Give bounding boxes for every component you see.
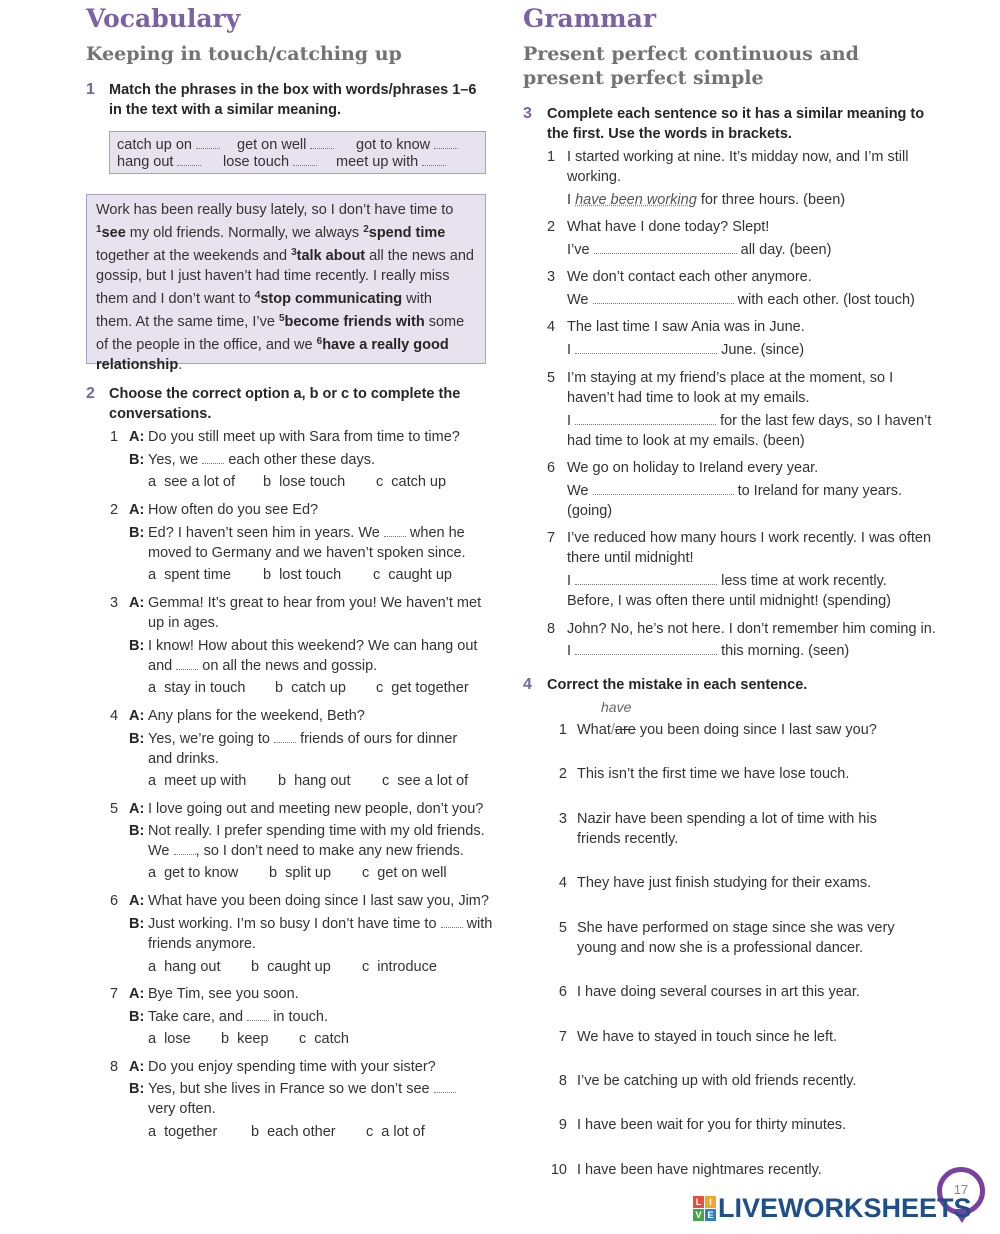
conversation-7-line-b: Take care, and in touch. [148, 1009, 329, 1025]
conversation-5-number: 5 [110, 801, 119, 817]
conversation-6-line-a: What have you been doing since I last saw you, Jim? [148, 893, 489, 909]
conversation-6-option-a[interactable]: a hang out [148, 959, 221, 975]
mistake-6-number: 6 [558, 984, 567, 1000]
sentence-1-prompt-cont: working. [567, 169, 621, 185]
mistake-5-number: 5 [558, 920, 567, 936]
sentence-1-prompt: I started working at nine. It’s midday now, and I’m still [567, 149, 909, 165]
phrase-box [109, 131, 486, 174]
phrase-1: catch up on [117, 135, 220, 155]
exercise-3-number: 3 [523, 105, 532, 122]
mistake-4-number: 4 [558, 875, 567, 891]
speaker-b: B: [129, 731, 145, 747]
speaker-a: A: [129, 986, 145, 1002]
sentence-7-number: 7 [547, 530, 556, 546]
conversation-3-line-a: Gemma! It’s great to hear from you! We haven’t met [148, 595, 482, 611]
sentence-8-rewrite: I this morning. (seen) [567, 643, 850, 659]
conversation-4-option-a[interactable]: a meet up with [148, 773, 247, 789]
conversation-7-option-a[interactable]: a lose [148, 1031, 191, 1047]
grammar-subtitle-line-1: Present perfect continuous and [523, 43, 859, 65]
sentence-5-rewrite-cont: had time to look at my emails. (been) [567, 433, 805, 449]
conversation-4-line-b-cont: and drinks. [148, 751, 219, 767]
phrase-6-gap[interactable] [422, 154, 446, 166]
speaker-a: A: [129, 708, 145, 724]
sentence-7-rewrite-cont: Before, I was often there until midnight! (spending) [567, 593, 892, 609]
speaker-b: B: [129, 638, 145, 654]
conversation-4-line-a: Any plans for the weekend, Beth? [148, 708, 365, 724]
mistake-8-sentence[interactable]: I’ve be catching up with old friends recently. [577, 1073, 857, 1089]
reading-text: Work has been really busy lately, so I don’t have time to $^1$see my old friends. Normally, we always $^2$spend time together at the weekends and $^3$talk about all the news and gossip, but I just haven’t had time recently. I really miss them and I don’t want to $^4$stop communicating with them. At the same time, I’ve $^5$become friends with some of the people in the office, and we $^6$have a really good relationship. [96, 202, 474, 373]
conversation-3-option-b[interactable]: b catch up [275, 680, 346, 696]
sentence-6-number: 6 [547, 460, 556, 476]
conversation-6-number: 6 [110, 893, 119, 909]
sentence-6-rewrite: We to Ireland for many years. [567, 483, 902, 499]
speaker-a: A: [129, 429, 145, 445]
conversation-4-line-b: Yes, we’re going to friends of ours for dinner [148, 731, 458, 747]
vocabulary-subtitle: Keeping in touch/catching up [86, 43, 402, 65]
conversation-5-gap[interactable] [174, 843, 196, 855]
conversation-3-gap[interactable] [176, 658, 198, 670]
conversation-1-number: 1 [110, 429, 119, 445]
speaker-a: A: [129, 893, 145, 909]
example-correction: have [601, 699, 632, 715]
conversation-8-number: 8 [110, 1059, 119, 1075]
conversation-8-line-b: Yes, but she lives in France so we don’t see [148, 1079, 456, 1099]
conversation-3-line-a-cont: up in ages. [148, 615, 219, 631]
exercise-1-instruction: Match the phrases in the box with words/phrases 1–6 in the text with a similar meaning. [109, 82, 477, 118]
conversation-2-number: 2 [110, 502, 119, 518]
mistake-3-sentence[interactable]: Nazir have been spending a lot of time with his [577, 811, 877, 827]
conversation-1-line-a: Do you still meet up with Sara from time to time? [148, 429, 460, 445]
conversation-8-option-b[interactable]: b each other [251, 1124, 336, 1140]
sentence-8-prompt: John? No, he’s not here. I don’t remember him coming in. [567, 621, 936, 637]
sentence-5-gap[interactable] [575, 413, 716, 425]
exercise-2-number: 2 [86, 385, 95, 402]
sentence-2-rewrite: I’ve all day. (been) [567, 242, 832, 258]
phrase-1-gap[interactable] [196, 137, 220, 149]
sentence-3-gap[interactable] [593, 292, 734, 304]
conversation-7-number: 7 [110, 986, 119, 1002]
sentence-6-rewrite-cont: (going) [567, 503, 613, 519]
speaker-b: B: [129, 1081, 145, 1097]
sentence-4-prompt: The last time I saw Ania was in June. [567, 319, 805, 335]
conversation-5-option-b[interactable]: b split up [269, 865, 332, 881]
sentence-2-gap[interactable] [594, 242, 737, 254]
conversation-5-option-c[interactable]: c get on well [362, 865, 447, 881]
sentence-7-prompt-cont: there until midnight! [567, 550, 694, 566]
sentence-3-prompt: We don’t contact each other anymore. [567, 269, 812, 285]
mistake-10-sentence[interactable]: I have been have nightmares recently. [577, 1162, 822, 1178]
phrase-3: got to know [356, 135, 458, 155]
conversation-2-line-b-cont: moved to Germany and we haven’t spoken since. [148, 545, 466, 561]
sentence-8-number: 8 [547, 621, 556, 637]
mistake-9-number: 9 [558, 1117, 567, 1133]
conversation-2-option-c[interactable]: c caught up [373, 567, 452, 583]
conversation-3-option-c[interactable]: c get together [376, 680, 469, 696]
speaker-b: B: [129, 823, 145, 839]
mistake-7-number: 7 [558, 1029, 567, 1045]
conversation-8-gap[interactable] [434, 1081, 456, 1093]
conversation-1-option-c[interactable]: c catch up [376, 474, 447, 490]
conversation-1-line-b: Yes, we each other these days. [148, 452, 376, 468]
conversation-2-line-b: Ed? I haven’t seen him in years. We when he [148, 525, 465, 541]
mistake-1-sentence: What/are you been doing since I last saw you? [577, 722, 877, 738]
exercise-4-instruction: Correct the mistake in each sentence. [547, 677, 808, 693]
conversation-2-line-a: How often do you see Ed? [148, 502, 319, 518]
mistake-5-sentence-cont[interactable]: young and now she is a professional dancer. [577, 940, 864, 956]
sentence-7-gap[interactable] [575, 573, 717, 585]
conversation-4-option-c[interactable]: c see a lot of [382, 773, 469, 789]
mistake-10-number: 10 [550, 1162, 567, 1178]
phrase-4: hang out [117, 152, 201, 172]
sentence-3-number: 3 [547, 269, 556, 285]
phrase-2-gap[interactable] [310, 137, 334, 149]
mistake-5-sentence[interactable]: She have performed on stage since she was very [577, 920, 895, 936]
mistake-6-sentence[interactable]: I have doing several courses in art this year. [577, 984, 860, 1000]
conversation-2-gap[interactable] [384, 525, 406, 537]
speaker-b: B: [129, 1009, 145, 1025]
speaker-a: A: [129, 595, 145, 611]
mistake-1-number: 1 [558, 722, 567, 738]
phrase-5-gap[interactable] [293, 154, 317, 166]
exercise-4-number: 4 [523, 676, 532, 693]
mistake-2-number: 2 [558, 766, 567, 782]
sentence-8-gap[interactable] [575, 643, 717, 655]
speaker-b: B: [129, 452, 145, 468]
phrase-3-gap[interactable] [434, 137, 458, 149]
phrase-5: lose touch [223, 152, 317, 172]
conversation-6-option-c[interactable]: c introduce [362, 959, 437, 975]
conversation-6-option-b[interactable]: b caught up [251, 959, 331, 975]
conversation-2-option-a[interactable]: a spent time [148, 567, 231, 583]
phrase-2: get on well [237, 135, 334, 155]
sentence-5-number: 5 [547, 370, 556, 386]
sentence-4-gap[interactable] [575, 342, 717, 354]
speaker-b: B: [129, 525, 145, 541]
sentence-1-number: 1 [547, 149, 556, 165]
sentence-2-prompt: What have I done today? Slept! [567, 219, 770, 235]
exercise-2-instruction: Choose the correct option a, b or c to complete the conversations. [109, 386, 461, 422]
conversation-1-option-a[interactable]: a see a lot of [148, 474, 236, 490]
sentence-5-prompt: I’m staying at my friend’s place at the moment, so I [567, 370, 894, 386]
exercise-3-instruction: Complete each sentence so it has a similar meaning to the first. Use the words in brackets. [547, 106, 925, 142]
conversation-8-option-a[interactable]: a together [148, 1124, 218, 1140]
speaker-a: A: [129, 1059, 145, 1075]
grammar-title: Grammar [523, 4, 656, 33]
exercise-1-number: 1 [86, 81, 95, 98]
conversation-8-option-c[interactable]: c a lot of [366, 1124, 425, 1140]
conversation-7-gap[interactable] [247, 1009, 269, 1021]
conversation-4-gap[interactable] [274, 731, 296, 743]
sentence-3-rewrite: We with each other. (lost touch) [567, 292, 915, 308]
conversation-6-line-b: Just working. I’m so busy I don’t have time to with [148, 916, 493, 932]
phrase-6: meet up with [336, 152, 446, 172]
reading-text-box [86, 194, 486, 373]
conversation-8-line-a: Do you enjoy spending time with your sister? [148, 1059, 436, 1075]
mistake-3-number: 3 [558, 811, 567, 827]
conversation-5-line-b-cont: We , so I don’t need to make any new friends. [148, 843, 464, 859]
phrase-4-gap[interactable] [177, 154, 201, 166]
sentence-2-number: 2 [547, 219, 556, 235]
sentence-4-number: 4 [547, 319, 556, 335]
conversation-3-number: 3 [110, 595, 119, 611]
sentence-1-rewrite: I have been working for three hours. (been) [567, 192, 846, 208]
sentence-1-answer[interactable]: have been working [575, 192, 697, 208]
sentence-6-gap[interactable] [593, 483, 734, 495]
conversation-1-option-b[interactable]: b lose touch [263, 474, 346, 490]
conversation-7-option-c[interactable]: c catch [299, 1031, 349, 1047]
sentence-7-prompt: I’ve reduced how many hours I work recently. I was often [567, 530, 932, 546]
mistake-8-number: 8 [558, 1073, 567, 1089]
mistake-4-sentence[interactable]: They have just finish studying for their exams. [577, 875, 872, 891]
liveworksheets-badge-icon: L I V E [693, 1196, 717, 1222]
conversation-5-option-a[interactable]: a get to know [148, 865, 239, 881]
liveworksheets-logo[interactable]: LIVEWORKSHEETS [718, 1193, 972, 1223]
conversation-3-line-b-cont: and on all the news and gossip. [148, 658, 378, 674]
speaker-a: A: [129, 801, 145, 817]
conversation-4-option-b[interactable]: b hang out [278, 773, 351, 789]
mistake-9-sentence[interactable]: I have been wait for you for thirty minutes. [577, 1117, 847, 1133]
mistake-2-sentence[interactable]: This isn’t the first time we have lose touch. [577, 766, 850, 782]
conversation-5-line-b: Not really. I prefer spending time with my old friends. [148, 823, 485, 839]
speaker-a: A: [129, 502, 145, 518]
page-number: 17 [953, 1182, 969, 1197]
sentence-6-prompt: We go on holiday to Ireland every year. [567, 460, 819, 476]
conversation-2-option-b[interactable]: b lost touch [263, 567, 342, 583]
conversation-6-line-b-cont: friends anymore. [148, 936, 256, 952]
conversation-5-line-a: I love going out and meeting new people, don’t you? [148, 801, 484, 817]
conversation-3-line-b: I know! How about this weekend? We can hang out [148, 638, 478, 654]
conversation-7-line-a: Bye Tim, see you soon. [148, 986, 299, 1002]
sentence-4-rewrite: I June. (since) [567, 342, 805, 358]
sentence-5-rewrite: I for the last few days, so I haven’t [567, 413, 932, 429]
sentence-5-prompt-cont: haven’t had time to look at my emails. [567, 390, 810, 406]
conversation-4-number: 4 [110, 708, 119, 724]
mistake-3-sentence-cont[interactable]: friends recently. [577, 831, 679, 847]
conversation-6-gap[interactable] [441, 916, 463, 928]
vocabulary-title: Vocabulary [86, 4, 241, 33]
sentence-7-rewrite: I less time at work recently. [567, 573, 887, 589]
conversation-3-option-a[interactable]: a stay in touch [148, 680, 246, 696]
grammar-subtitle-line-2: present perfect simple [523, 67, 764, 89]
conversation-1-gap[interactable] [202, 452, 224, 464]
conversation-8-line-b-cont: very often. [148, 1101, 216, 1117]
conversation-7-option-b[interactable]: b keep [221, 1031, 269, 1047]
mistake-7-sentence[interactable]: We have to stayed in touch since he left. [577, 1029, 838, 1045]
speaker-b: B: [129, 916, 145, 932]
